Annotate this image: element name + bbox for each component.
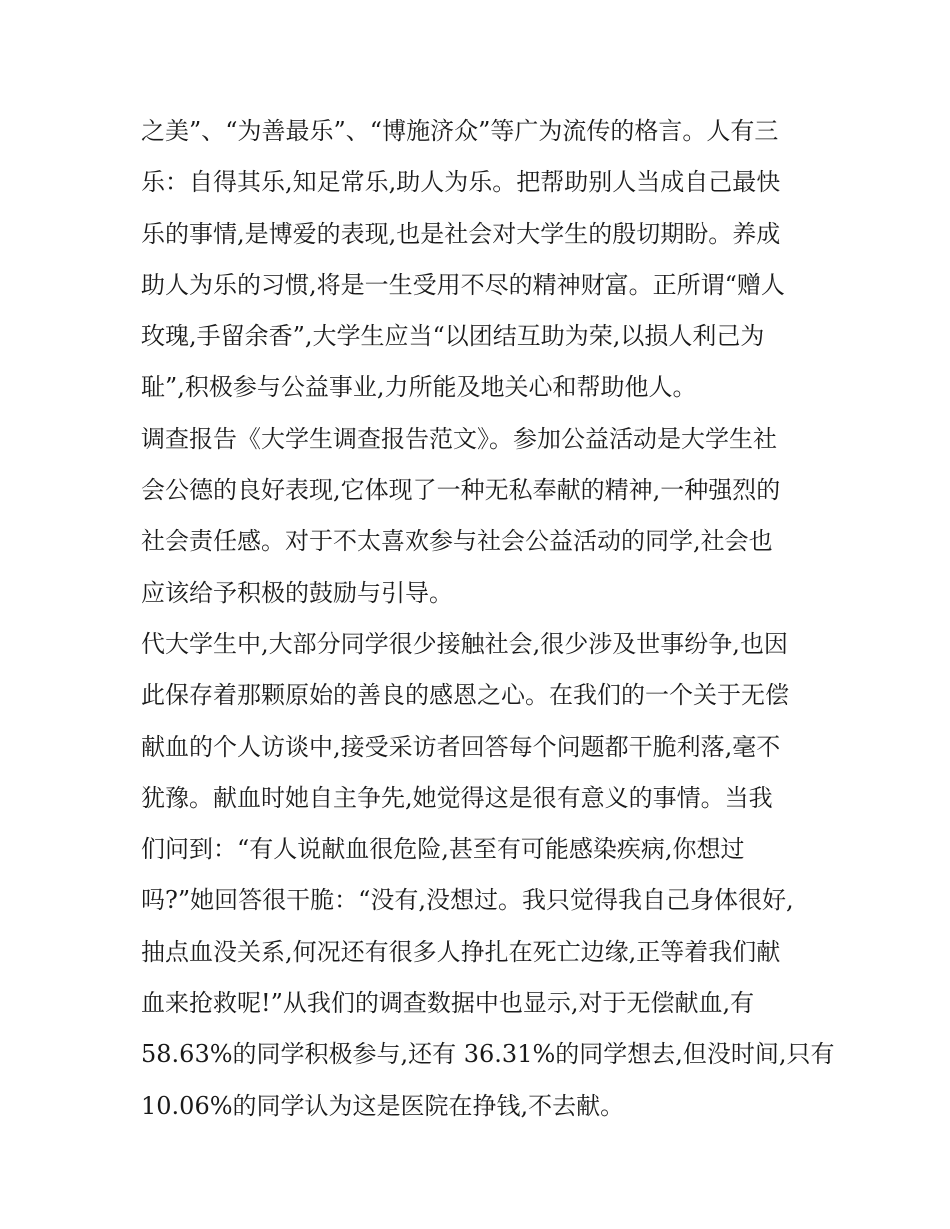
document-body: [141, 106, 835, 1132]
paragraph-1: [141, 106, 813, 414]
text-line: 献血的个人访谈中,接受采访者回答每个问题都干脆利落,毫不: [141, 732, 781, 761]
text-line: 乐：自得其乐,知足常乐,助人为乐。把帮助别人当成自己最快: [141, 168, 781, 197]
text-line: 助人为乐的习惯,将是一生受用不尽的精神财富。正所谓“赠人: [141, 270, 785, 299]
text-line: 吗?”她回答很干脆：“没有,没想过。我只觉得我自己身体很好,: [141, 886, 794, 915]
text-line: 调查报告《大学生调查报告范文》。参加公益活动是大学生社: [141, 424, 777, 453]
text-line: 耻”,积极参与公益事业,力所能及地关心和帮助他人。: [141, 373, 697, 402]
text-line: 58.63%的同学积极参与,还有 36.31%的同学想去,但没时间,只有: [141, 1040, 835, 1069]
text-line: 之美”、“为善最乐”、“博施济众”等广为流传的格言。人有三: [141, 117, 779, 145]
text-line: 们问到：“有人说献血很危险,甚至有可能感染疾病,你想过: [141, 835, 745, 864]
text-line: 社会责任感。对于不太喜欢参与社会公益活动的同学,社会也: [141, 527, 773, 556]
text-line: 此保存着那颗原始的善良的感恩之心。在我们的一个关于无偿: [141, 681, 789, 710]
text-line: 抽点血没关系,何况还有很多人挣扎在死亡边缘,正等着我们献: [141, 937, 781, 966]
text-line: 血来抢救呢!”从我们的调查数据中也显示,对于无偿献血,有: [141, 989, 755, 1018]
text-line: 乐的事情,是博爱的表现,也是社会对大学生的殷切期盼。养成: [141, 219, 781, 248]
text-line: 玫瑰,手留余香”,大学生应当“以团结互助为荣,以损人利己为: [141, 322, 765, 351]
text-line: 犹豫。献血时她自主争先,她觉得这是很有意义的事情。当我: [141, 783, 773, 812]
paragraph-2: [141, 414, 813, 619]
text-line: 10.06%的同学认为这是医院在挣钱,不去献。: [141, 1091, 625, 1120]
paragraph-3: [141, 619, 835, 1132]
text-line: 应该给予积极的鼓励与引导。: [141, 578, 453, 607]
text-line: 会公德的良好表现,它体现了一种无私奉献的精神,一种强烈的: [141, 476, 781, 505]
text-line: 代大学生中,大部分同学很少接触社会,很少涉及世事纷争,也因: [141, 629, 788, 658]
